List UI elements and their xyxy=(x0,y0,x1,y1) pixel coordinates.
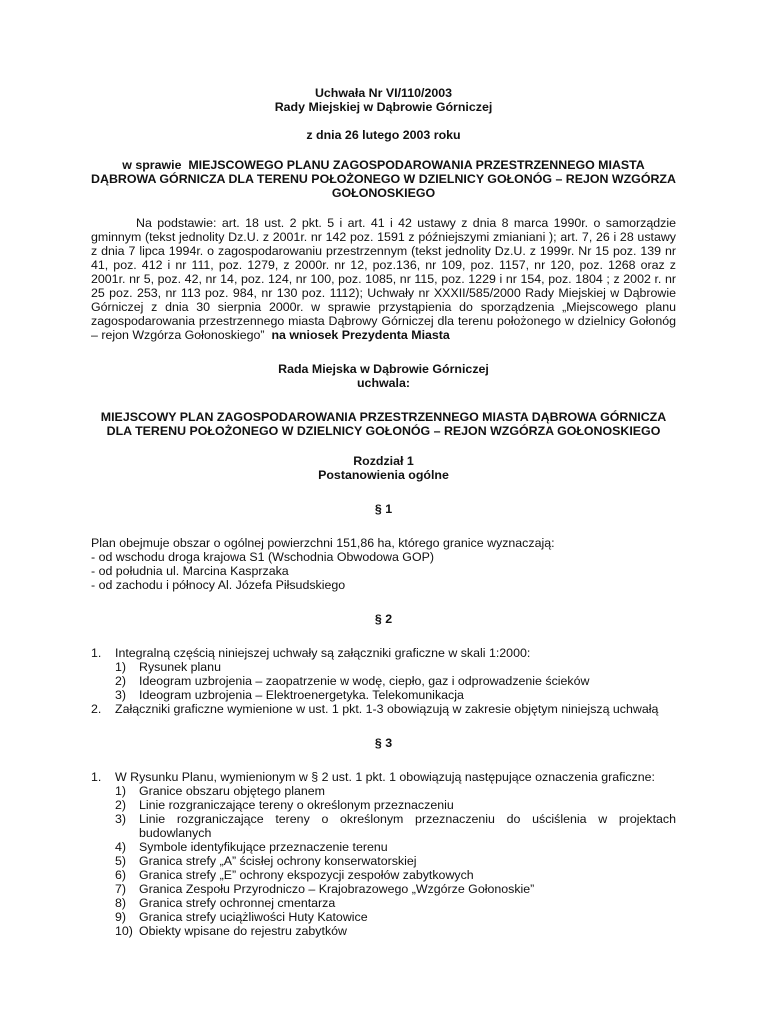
sub-item-number: 9) xyxy=(115,910,127,924)
sub-list-item xyxy=(115,674,676,688)
list-item xyxy=(91,702,676,716)
sub-item-number: 10) xyxy=(115,924,133,938)
sub-item-text: Granica strefy „E” ochrony ekspozycji zespołów zabytkowych xyxy=(139,868,474,882)
section-1-intro: Plan obejmuje obszar o ogólnej powierzchni 151,86 ha, którego granice wyznaczają: xyxy=(91,536,555,550)
sub-item-text: Ideogram uzbrojenia – zaopatrzenie w wodę, ciepło, gaz i odprowadzenie ścieków xyxy=(139,674,590,688)
chapter-heading xyxy=(91,454,676,482)
sub-list-item xyxy=(115,910,676,924)
sub-item-number: 1) xyxy=(115,784,127,798)
sub-item-text: Linie rozgraniczające tereny o określonym przeznaczeniu xyxy=(139,798,454,812)
sub-list xyxy=(115,660,676,702)
sub-item-text: Linie rozgraniczające tereny o określonym przeznaczeniu do uściślenia w projektach budowlanych xyxy=(139,812,676,840)
preamble xyxy=(91,216,676,342)
sub-list-item xyxy=(115,688,676,702)
section-3-list xyxy=(91,770,676,938)
sub-item-number: 5) xyxy=(115,854,127,868)
list-item xyxy=(91,770,676,938)
sub-list-item xyxy=(115,812,676,840)
section-2-sign: § 2 xyxy=(374,612,393,626)
sub-item-number: 6) xyxy=(115,868,127,882)
plan-title: MIEJSCOWY PLAN ZAGOSPODAROWANIA PRZESTRZENNEGO MIASTA DĄBROWA GÓRNICZA DLA TERENU POŁOŻONEGO W DZIELNICY GOŁONÓG – REJON WZGÓRZA GOŁONOSKIEGO xyxy=(100,410,667,438)
sub-list-item xyxy=(115,660,676,674)
sub-item-text: Granica strefy „A” ścisłej ochrony konserwatorskiej xyxy=(139,854,417,868)
section-1-sign: § 1 xyxy=(374,502,393,516)
sub-list-item xyxy=(115,854,676,868)
subject-prefix: w sprawie xyxy=(122,158,182,172)
section-1-body xyxy=(91,536,676,592)
sub-item-number: 8) xyxy=(115,896,127,910)
sub-list-item xyxy=(115,896,676,910)
sub-list-item xyxy=(115,840,676,854)
item-text: Integralną częścią niniejszej uchwały są załączniki graficzne w skali 1:2000: xyxy=(115,646,531,660)
sub-list-item xyxy=(115,798,676,812)
resolution-statement xyxy=(91,362,676,390)
resolution-number: Uchwała Nr VI/110/2003 xyxy=(314,86,453,100)
item-text: Załączniki graficzne wymienione w ust. 1 pkt. 1-3 obowiązują w zakresie objętym niniejszą uchwałą xyxy=(115,702,659,716)
sub-item-number: 4) xyxy=(115,840,127,854)
subject-title: MIEJSCOWEGO PLANU ZAGOSPODAROWANIA PRZESTRZENNEGO MIASTA DĄBROWA GÓRNICZA DLA TERENU POŁOŻONEGO W DZIELNICY GOŁONÓG – REJON WZGÓRZA GOŁONOSKIEGO xyxy=(91,158,676,200)
chapter-name: Postanowienia ogólne xyxy=(318,468,449,482)
preamble-bold-tail: na wniosek Prezydenta Miasta xyxy=(271,328,450,342)
resolution-date: z dnia 26 lutego 2003 roku xyxy=(306,128,461,142)
sub-list-item xyxy=(115,868,676,882)
item-text: W Rysunku Planu, wymienionym w § 2 ust. 1 pkt. 1 obowiązują następujące oznaczenia graficzne: xyxy=(115,770,655,784)
item-number: 1. xyxy=(91,646,102,660)
sub-item-text: Granica strefy ochronnej cmentarza xyxy=(139,896,336,910)
sub-item-text: Granica strefy uciążliwości Huty Katowice xyxy=(139,910,368,924)
sub-item-number: 3) xyxy=(115,812,127,826)
sub-list-item xyxy=(115,924,676,938)
sub-item-number: 7) xyxy=(115,882,127,896)
sub-list-item xyxy=(115,784,676,798)
resolves-line: uchwala: xyxy=(356,376,411,390)
sub-item-text: Granica Zespołu Przyrodniczo – Krajobrazowego „Wzgórze Gołonoskie” xyxy=(139,882,535,896)
sub-item-text: Rysunek planu xyxy=(139,660,221,674)
sub-list xyxy=(115,784,676,938)
item-number: 1. xyxy=(91,770,102,784)
chapter-label: Rozdział 1 xyxy=(353,454,414,468)
sub-item-number: 2) xyxy=(115,674,127,688)
section-2-list xyxy=(91,646,676,716)
section-2-body xyxy=(91,646,676,716)
council-line: Rada Miejska w Dąbrowie Górniczej xyxy=(278,362,489,376)
sub-item-text: Symbole identyfikujące przeznaczenie terenu xyxy=(139,840,388,854)
sub-item-number: 3) xyxy=(115,688,127,702)
council-name: Rady Miejskiej w Dąbrowie Górniczej xyxy=(274,100,493,114)
section-3-sign: § 3 xyxy=(374,736,393,750)
boundary-line: - od zachodu i północy Al. Józefa Piłsudskiego xyxy=(91,578,346,592)
sub-item-text: Ideogram uzbrojenia – Elektroenergetyka. Telekomunikacja xyxy=(139,688,464,702)
boundary-line: - od wschodu droga krajowa S1 (Wschodnia Obwodowa GOP) xyxy=(91,550,434,564)
list-item xyxy=(91,646,676,702)
preamble-text: Na podstawie: art. 18 ust. 2 pkt. 5 i art. 41 i 42 ustawy z dnia 8 marca 1990r. o samorządzie gminnym (tekst jednolity Dz.U. z 2001r. nr 142 poz. 1591 z późniejszymi zmianiani ); art. 7, 26 i 28 ustawy z dnia 7 lipca 1994r. o zagospodarowaniu przestrzennym (tekst jednolity Dz.U. z 1999r. Nr 15 poz. 139 nr 41, poz. 412 i nr 111, poz. 1279, z 2000r. nr 12, poz.136, nr 109, poz. 1157, nr 120, poz. 1268 oraz z 2001r. nr 5, poz. 42, nr 14, poz. 124, nr 100, poz. 1085, nr 115, poz. 1229 i nr 154, poz. 1804 ; z 2002 r. nr 25 poz. 253, nr 113 poz. 984, nr 130 poz. 1112); Uchwały nr XXXII/585/2000 Rady Miejskiej w Dąbrowie Górniczej z dnia 30 sierpnia 2000r. w sprawie przystąpienia do sporządzenia „Miejscowego planu zagospodarowania przestrzennego miasta Dąbrowy Górniczej dla terenu położonego w dzielnicy Gołonóg – rejon Wzgórza Gołonoskiego” xyxy=(91,216,676,342)
resolution-subject xyxy=(91,158,676,200)
boundary-line: - od południa ul. Marcina Kasprzaka xyxy=(91,564,289,578)
sub-item-text: Granice obszaru objętego planem xyxy=(139,784,325,798)
section-3-body xyxy=(91,770,676,938)
document-page xyxy=(91,86,676,938)
sub-item-text: Obiekty wpisane do rejestru zabytków xyxy=(139,924,347,938)
document-header xyxy=(91,86,676,114)
sub-item-number: 1) xyxy=(115,660,127,674)
sub-list-item xyxy=(115,882,676,896)
sub-item-number: 2) xyxy=(115,798,127,812)
item-number: 2. xyxy=(91,702,102,716)
